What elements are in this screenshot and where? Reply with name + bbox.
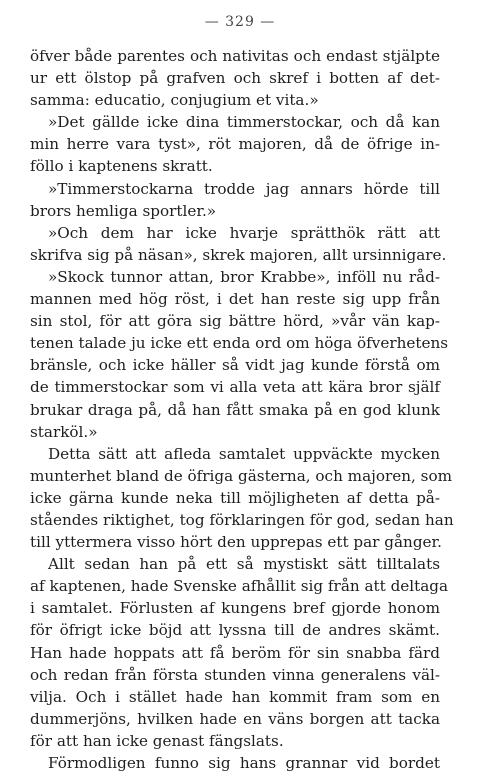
text-line: ur ett ölstop på grafven och skref i botten af det- [30,69,440,88]
text-line: af kaptenen, hade Svenske afhållit sig från att deltaga [30,577,449,596]
text-line: samma: educatio, conjugium et vita.» [30,91,319,110]
text-line: Han hade hoppats att få beröm för sin snabba färd [30,643,440,662]
text-line: mannen med hög röst, i det han reste sig upp från [30,290,440,309]
text-line: till yttermera visso hört den upprepas ett par gånger. [30,533,442,552]
text-line: de timmerstockar som vi alla veta att kära bror själf [30,378,440,397]
text-line: »Och dem har icke hvarje sprätthök rätt att [48,223,440,242]
page-number: — 329 — [204,14,276,30]
text-line: sin stol, för att göra sig bättre hörd, »vår vän kap- [30,312,440,331]
text-line: vilja. Och i stället hade han kommit fram som en [30,687,440,706]
text-line: »Det gällde icke dina timmerstockar, och då kan [48,113,440,132]
text-line: »Skock tunnor attan, bror Krabbe», inföll nu råd- [48,267,440,286]
text-line: tenen talade ju icke ett enda ord om höga öfverhetens [30,334,449,353]
text-line: Allt sedan han på ett så mystiskt sätt tilltalats [48,555,440,574]
page-text [30,45,454,774]
text-line: Förmodligen funno sig hans grannar vid bordet [48,754,440,772]
text-line: dummerjöns, hvilken hade en väns borgen att tacka [30,709,440,728]
text-line: föllo i kaptenens skratt. [30,157,213,176]
text-line: öfver både parentes och nativitas och endast stjälpte [30,47,440,65]
text-line: munterhet bland de öfriga gästerna, och majoren, som [30,466,453,485]
text-line: brors hemliga sportler.» [30,201,217,220]
text-line: Detta sätt att afleda samtalet uppväckte mycken [48,444,440,463]
text-line: »Timmerstockarna trodde jag annars hörde till [48,179,440,198]
text-line: starköl.» [30,422,98,441]
text-line: för öfrigt icke böjd att lyssna till de andres skämt. [30,621,440,640]
text-line: ståendes riktighet, tog förklaringen för god, sedan han [30,510,454,529]
text-line: min herre vara tyst», röt majoren, då de öfrige in- [30,135,440,154]
text-line: bränsle, och icke häller så vidt jag kunde förstå om [30,356,440,375]
text-line: för att han icke genast fängslats. [30,731,284,750]
text-line: skrifva sig på näsan», skrek majoren, allt ursinnigare. [30,245,447,264]
text-line: brukar draga på, då han fått smaka på en god klunk [30,400,440,419]
text-line: icke gärna kunde neka till möjligheten af detta på- [30,488,440,507]
text-line: och redan från första stunden vinna generalens väl- [30,665,440,684]
text-line: i samtalet. Förlusten af kungens bref gjorde honom [30,599,440,618]
